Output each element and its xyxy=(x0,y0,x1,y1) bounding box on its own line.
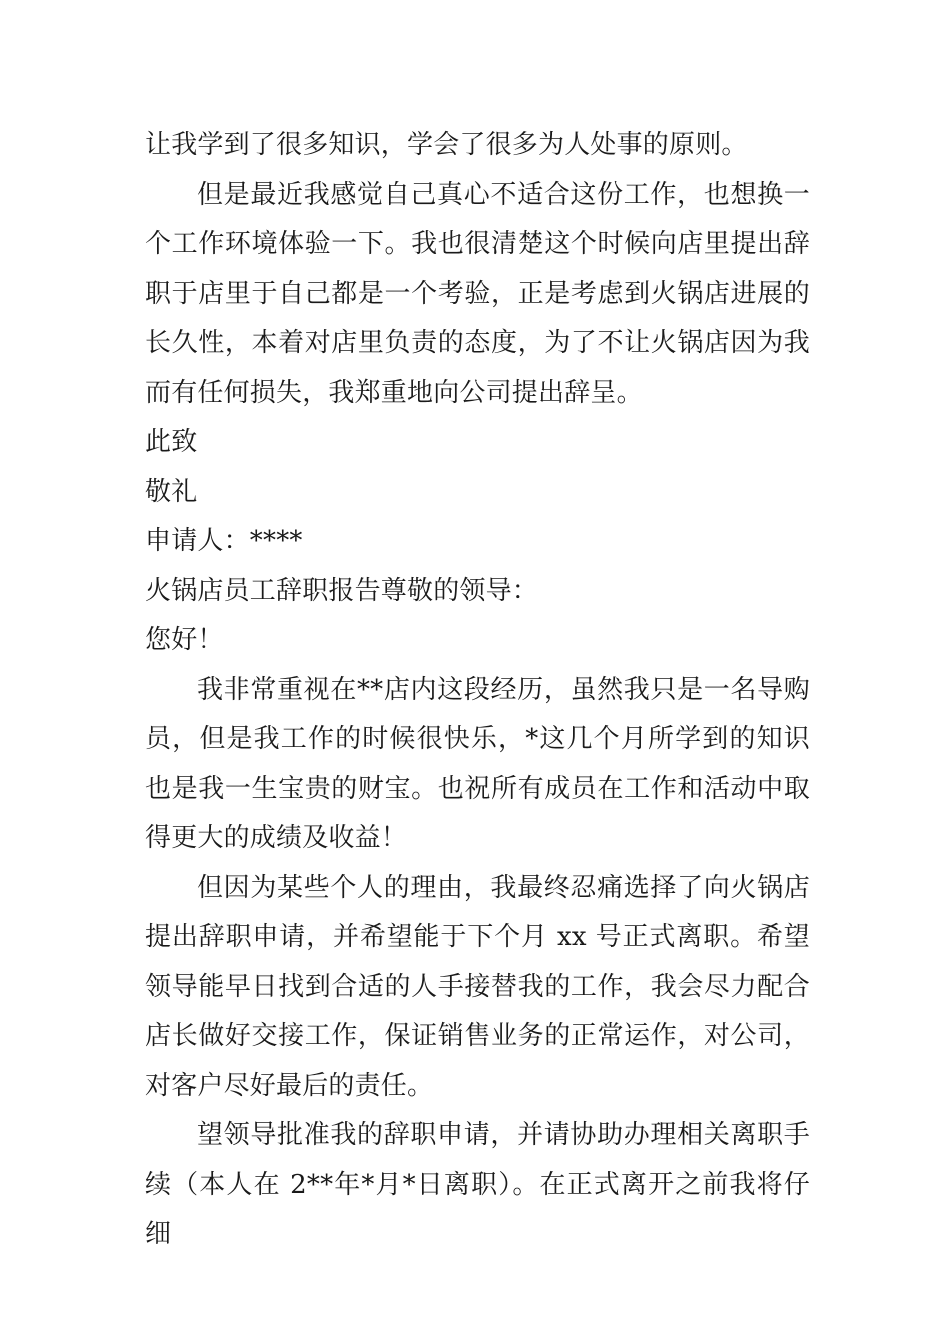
letter-heading: 火锅店员工辞职报告尊敬的领导： xyxy=(145,575,539,606)
closing-salutation: 此致 xyxy=(145,427,198,457)
paragraph-resignation-reason: 但是最近我感觉自己真心不适合这份工作，也想换一个工作环境体验一下。我也很清楚这个时候向店里提出辞职于店里于自己都是一个考验，正是考虑到火锅店进展的长久性，本着对店里负责的态度，为了不让火锅店因为我而有任何损失，我郑重地向公司提出辞呈。 xyxy=(145,179,810,408)
applicant-signature: 申请人：**** xyxy=(145,526,303,556)
paragraph-approval-request: 望领导批准我的辞职申请，并请协助办理相关离职手续（本人在 2**年*月*日离职）。在正式离开之前我将仔细 xyxy=(145,1120,810,1249)
paragraph-resignation-request: 但因为某些个人的理由，我最终忍痛选择了向火锅店提出辞职申请，并希望能于下个月 xx 号正式离职。希望领导能早日找到合适的人手接替我的工作，我会尽力配合店长做好交接工作，保证销售业务的正常运作，对公司，对客户尽好最后的责任。 xyxy=(145,872,810,1101)
paragraph-continuation: 让我学到了很多知识，学会了很多为人处事的原则。 xyxy=(145,130,748,160)
document-body xyxy=(145,121,810,1260)
closing-regards: 敬礼 xyxy=(145,476,198,507)
paragraph-experience: 我非常重视在**店内这段经历，虽然我只是一名导购员，但是我工作的时候很快乐，*这几个月所学到的知识也是我一生宝贵的财宝。也祝所有成员在工作和活动中取得更大的成绩及收益！ xyxy=(145,674,810,853)
greeting: 您好！ xyxy=(145,625,224,655)
